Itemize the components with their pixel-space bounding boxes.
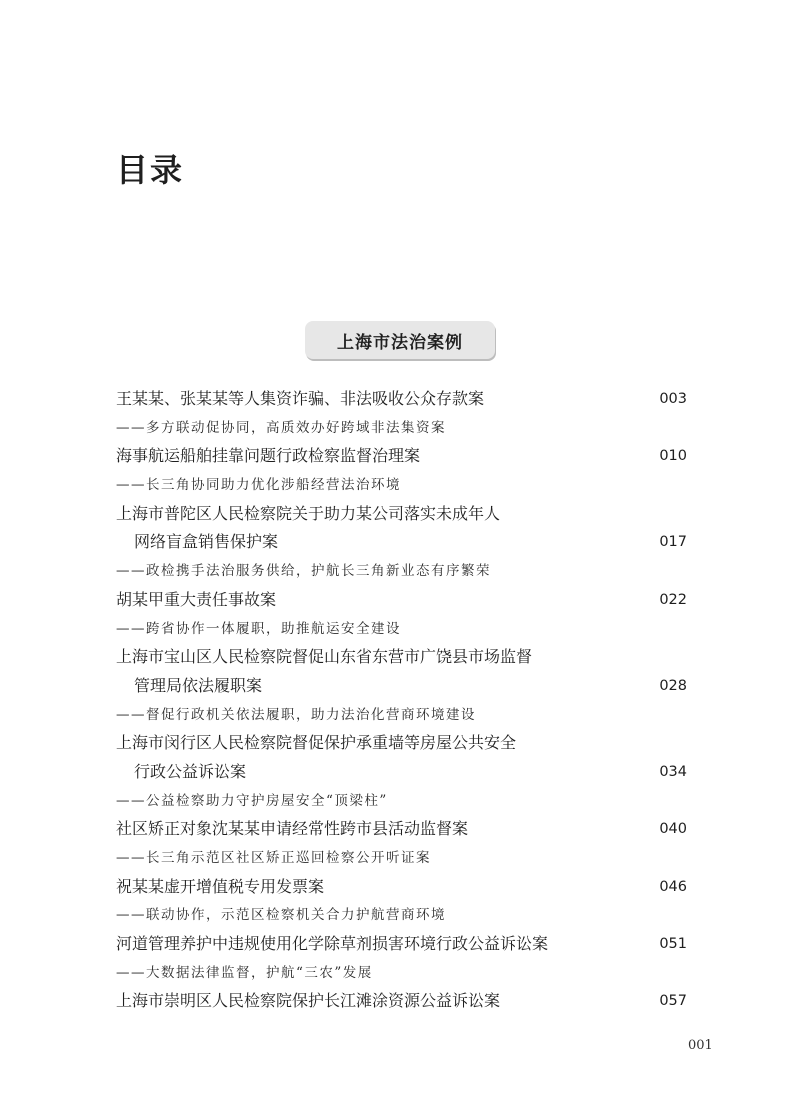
toc-entry-page-number[interactable]: 051	[659, 936, 687, 953]
toc-entry-title[interactable]	[116, 987, 691, 1016]
section-heading	[305, 321, 495, 359]
toc-entry-title-text: 上海市普陀区人民检察院关于助力某公司落实未成年人	[116, 503, 501, 523]
page-title: 目录	[116, 151, 185, 189]
toc-entry-title-text: 管理局依法履职案	[134, 675, 263, 695]
toc-entry-title-text: 王某某、张某某等人集资诈骗、非法吸收公众存款案	[116, 389, 485, 408]
toc-entry-title[interactable]	[116, 815, 691, 844]
toc-entry-page-number[interactable]: 022	[659, 591, 687, 608]
toc-entry-title-text: 社区矫正对象沈某某申请经常性跨市县活动监督案	[116, 819, 469, 839]
toc-entry-subtitle: ——多方联动促协同，高质效办好跨域非法集资案	[116, 419, 446, 436]
toc-entry-page-number[interactable]: 017	[659, 534, 687, 551]
toc-entry-subtitle: ——大数据法律监督，护航“三农”发展	[116, 964, 373, 981]
toc-entry-page-number[interactable]: 057	[659, 993, 687, 1010]
toc-entry-subtitle: ——联动协作，示范区检察机关合力护航营商环境	[116, 907, 446, 924]
toc-entry-title-text: 上海市崇明区人民检察院保护长江滩涂资源公益诉讼案	[116, 991, 501, 1011]
toc-entry-subtitle: ——公益检察助力守护房屋安全“顶梁柱”	[116, 792, 388, 809]
toc-entry-title[interactable]	[116, 930, 691, 959]
toc-entry-title-text: 河道管理养护中违规使用化学除草剂损害环境行政公益诉讼案	[116, 934, 549, 954]
toc-entry-title[interactable]	[116, 758, 691, 787]
table-of-contents	[116, 385, 691, 1016]
toc-entry-title[interactable]	[116, 528, 691, 557]
toc-entry-title[interactable]	[116, 643, 691, 672]
toc-entry-page-number[interactable]: 003	[659, 391, 687, 407]
toc-entry-title[interactable]	[116, 672, 691, 701]
toc-entry-subtitle: ——跨省协作一体履职，助推航运安全建设	[116, 620, 401, 637]
toc-entry-title-text: 胡某甲重大责任事故案	[116, 589, 277, 609]
toc-entry-page-number[interactable]: 010	[659, 448, 687, 465]
toc-entry-title-text: 祝某某虚开增值税专用发票案	[116, 876, 325, 896]
toc-entry-title[interactable]	[116, 873, 691, 902]
toc-entry-title[interactable]	[116, 586, 691, 615]
toc-entry-title-text: 上海市闵行区人民检察院督促保护承重墙等房屋公共安全	[116, 733, 517, 753]
toc-entry-subtitle: ——长三角示范区社区矫正巡回检察公开听证案	[116, 850, 431, 866]
page-folio: 001	[688, 1038, 713, 1053]
toc-entry-title[interactable]	[116, 729, 691, 758]
toc-entry-title-text: 海事航运船舶挂靠问题行政检察监督治理案	[116, 446, 421, 466]
toc-entry-title-text: 网络盲盒销售保护案	[134, 532, 279, 552]
toc-entry-page-number[interactable]: 040	[659, 821, 687, 838]
toc-entry-title-text: 行政公益诉讼案	[134, 761, 247, 781]
toc-entry-title[interactable]	[116, 442, 691, 471]
section-heading-label: 上海市法治案例	[337, 332, 463, 353]
toc-entry-title[interactable]	[116, 385, 691, 414]
toc-entry-title-text: 上海市宝山区人民检察院督促山东省东营市广饶县市场监督	[116, 647, 533, 667]
toc-entry-page-number[interactable]: 028	[659, 677, 687, 694]
toc-entry-page-number[interactable]: 046	[659, 878, 687, 895]
toc-entry-title[interactable]	[116, 500, 691, 529]
toc-entry-subtitle: ——督促行政机关依法履职，助力法治化营商环境建设	[116, 706, 476, 723]
toc-entry-page-number[interactable]: 034	[659, 763, 687, 780]
toc-entry-subtitle: ——长三角协同助力优化涉船经营法治环境	[116, 477, 401, 494]
toc-entry-subtitle: ——政检携手法治服务供给，护航长三角新业态有序繁荣	[116, 563, 491, 580]
